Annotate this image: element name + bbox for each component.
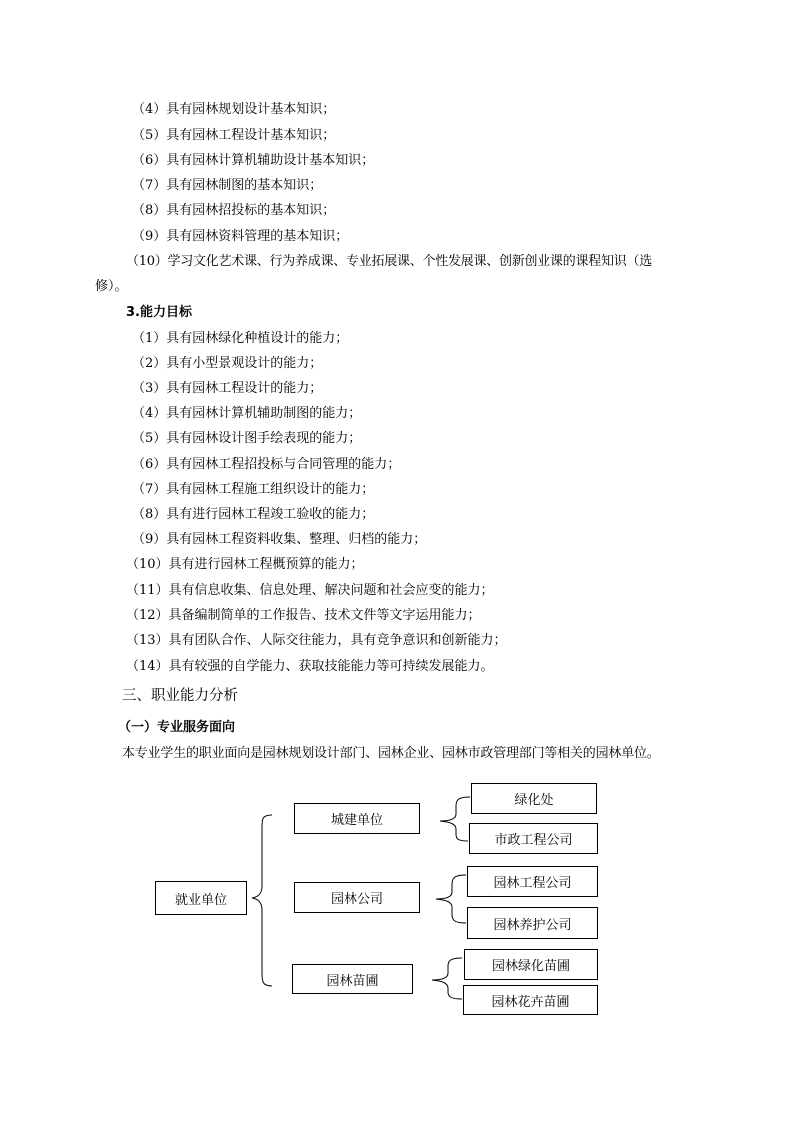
group-brace-2 (436, 875, 466, 923)
child-box-gongcheng: 园林工程公司 (467, 866, 598, 897)
section-title: 三、职业能力分析 (122, 688, 238, 704)
ability-item-10: （10）具有进行园林工程概预算的能力； (126, 557, 364, 572)
knowledge-item-10-line2: 修）。 (95, 279, 128, 294)
ability-item-13: （13）具有团队合作、人际交往能力，具有竞争意识和创新能力； (126, 633, 507, 648)
child-box-huahui-nursery: 园林花卉苗圃 (463, 985, 598, 1015)
ability-item-11: （11）具有信息收集、信息处理、解决问题和社会应变的能力； (126, 583, 494, 598)
root-brace (252, 815, 272, 986)
child-box-lvhuachu: 绿化处 (471, 783, 597, 814)
ability-item-5: （5）具有园林设计图手绘表现的能力； (132, 431, 362, 446)
ability-item-14: （14）具有较强的自学能力、获取技能能力等可持续发展能力。 (126, 659, 494, 674)
intro-paragraph: 本专业学生的职业面向是园林规划设计部门、园林企业、园林市政管理部门等相关的园林单位。 (122, 746, 660, 761)
group-box-chengjian: 城建单位 (294, 803, 420, 834)
ability-item-9: （9）具有园林工程资料收集、整理、归档的能力； (132, 532, 427, 547)
child-box-yanghu: 园林养护公司 (467, 907, 598, 939)
knowledge-item-10-line1: （10）学习文化艺术课、行为养成课、专业拓展课、个性发展课、创新创业课的课程知识（选 (126, 254, 653, 269)
root-box: 就业单位 (155, 881, 247, 915)
ability-item-3: （3）具有园林工程设计的能力； (132, 381, 323, 396)
knowledge-item-6: （6）具有园林计算机辅助设计基本知识； (132, 153, 375, 168)
ability-item-2: （2）具有小型景观设计的能力； (132, 356, 323, 371)
subsection-title: （一）专业服务面向 (118, 720, 236, 735)
child-box-lvhua-nursery: 园林绿化苗圃 (464, 949, 598, 980)
knowledge-item-4: （4）具有园林规划设计基本知识； (132, 102, 336, 117)
knowledge-item-7: （7）具有园林制图的基本知识； (132, 178, 323, 193)
ability-item-4: （4）具有园林计算机辅助制图的能力； (132, 406, 362, 421)
ability-item-7: （7）具有园林工程施工组织设计的能力； (132, 482, 375, 497)
ability-item-6: （6）具有园林工程招投标与合同管理的能力； (132, 457, 401, 472)
ability-heading: 3.能力目标 (126, 305, 192, 320)
ability-item-12: （12）具备编制简单的工作报告、技术文件等文字运用能力； (126, 608, 481, 623)
knowledge-item-5: （5）具有园林工程设计基本知识； (132, 128, 336, 143)
child-box-shizheng: 市政工程公司 (469, 823, 598, 854)
knowledge-item-9: （9）具有园林资料管理的基本知识； (132, 229, 349, 244)
ability-item-8: （8）具有进行园林工程竣工验收的能力； (132, 507, 375, 522)
group-box-nursery: 园林苗圃 (292, 964, 413, 994)
group-brace-3 (432, 958, 462, 999)
knowledge-item-8: （8）具有园林招投标的基本知识； (132, 203, 336, 218)
group-brace-1 (440, 797, 470, 841)
ability-item-1: （1）具有园林绿化种植设计的能力； (132, 331, 349, 346)
group-box-yuanlin-company: 园林公司 (294, 882, 420, 913)
